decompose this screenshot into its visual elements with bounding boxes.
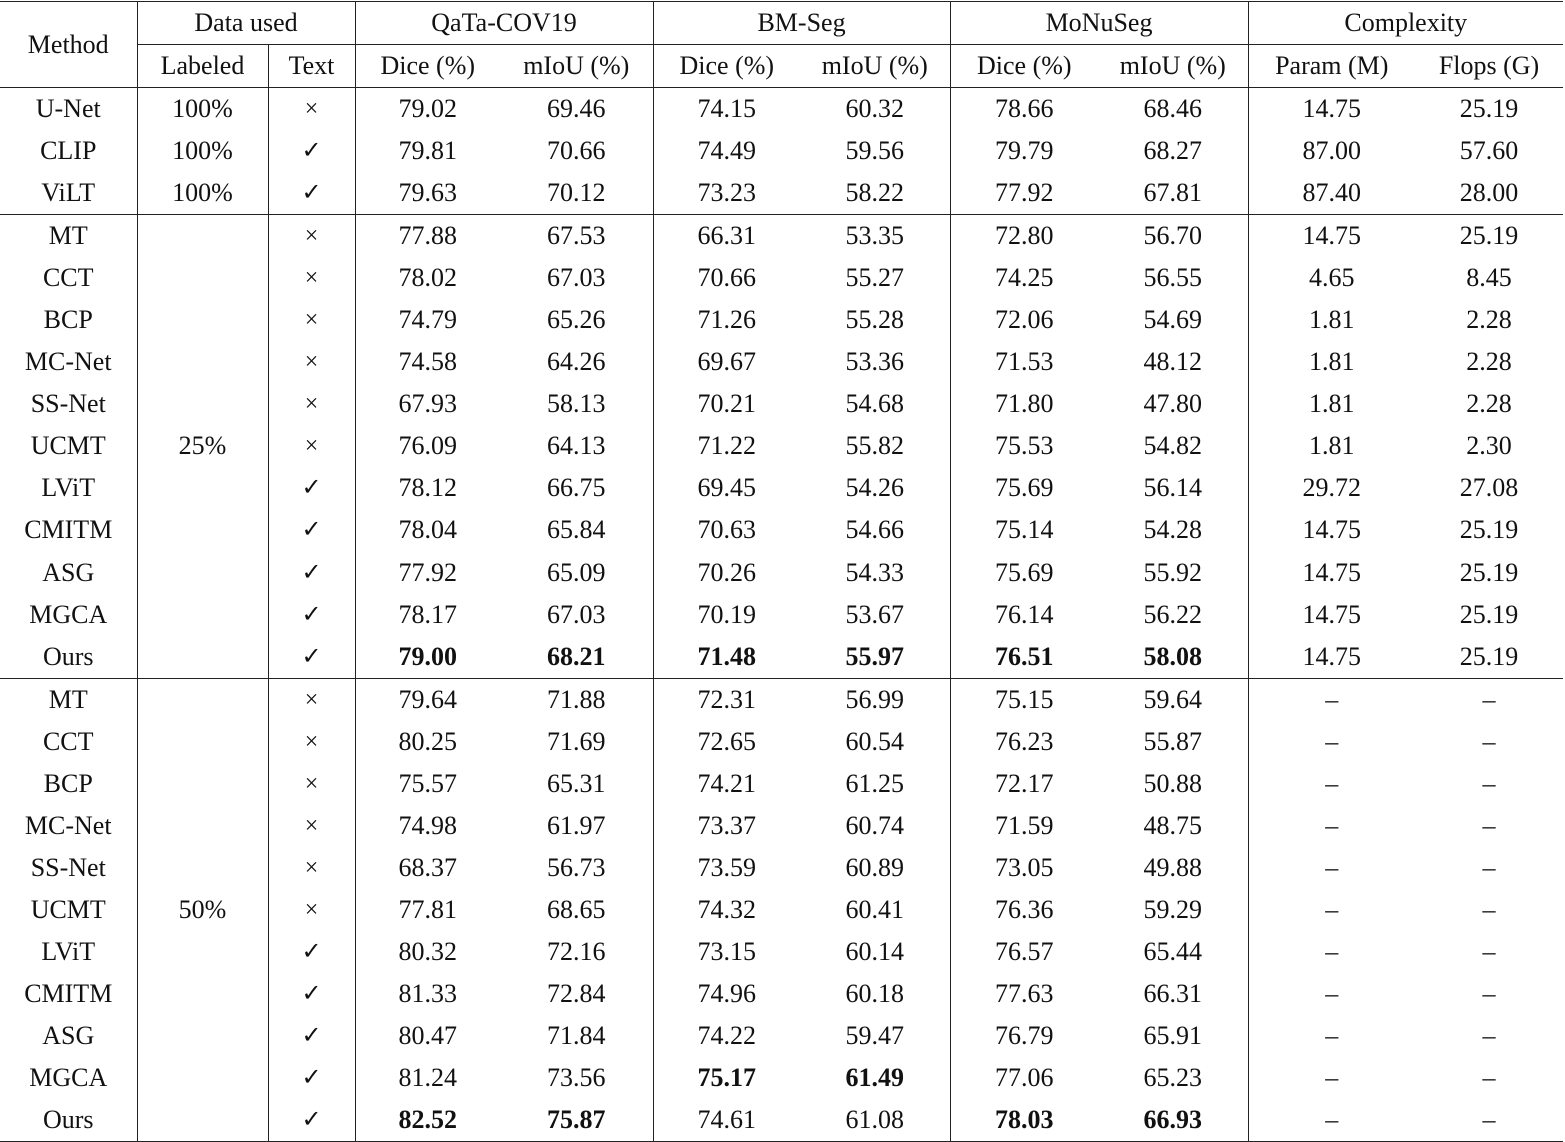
cell-qata-miou: 66.75	[547, 473, 606, 503]
table-body	[0, 88, 1563, 1142]
cell-bmseg-dice: 71.22	[653, 425, 800, 467]
cell-bmseg-dice: 74.21	[653, 763, 800, 805]
cell-flops: –	[1415, 678, 1563, 721]
cell-qata-dice: 77.88	[355, 215, 500, 258]
cell-bmseg-miou: 53.35	[800, 215, 950, 258]
cell-param: –	[1248, 763, 1415, 805]
cell-qata-miou: 64.26	[547, 347, 606, 377]
cell-qata-dice: 75.57	[355, 763, 500, 805]
cell-monuseg-miou: 54.28	[1143, 515, 1203, 545]
cell-text: ✓	[268, 1099, 355, 1142]
cell-monuseg-dice: 72.06	[950, 299, 1098, 341]
cell-method: CCT	[42, 726, 94, 756]
cell-text: ✓	[268, 931, 355, 973]
cell-method: ASG	[42, 557, 95, 587]
cell-text: ✓	[268, 130, 355, 172]
cell-bmseg-dice-best: 71.48	[653, 636, 800, 679]
cell-text: ×	[268, 257, 355, 299]
table-row	[0, 678, 1563, 721]
cell-text: ×	[268, 847, 355, 889]
header-monuseg-miou: mIoU (%)	[1119, 51, 1226, 80]
cell-labeled: 100%	[137, 88, 268, 131]
cell-monuseg-dice: 76.57	[950, 931, 1098, 973]
cell-flops: 27.08	[1459, 473, 1519, 503]
cell-flops: –	[1482, 1105, 1496, 1135]
cell-monuseg-miou: 65.44	[1143, 936, 1203, 966]
cell-bmseg-dice: 69.45	[653, 467, 800, 509]
cell-method: CLIP	[40, 136, 97, 166]
cell-qata-dice: 74.79	[355, 299, 500, 341]
cell-qata-miou: 68.65	[547, 894, 606, 924]
header-labeled: Labeled	[137, 45, 268, 88]
cell-flops: –	[1482, 979, 1496, 1008]
cell-param: 14.75	[1248, 636, 1415, 679]
cell-monuseg-miou: 54.82	[1143, 431, 1203, 461]
cell-param: 1.81	[1248, 299, 1415, 341]
cell-text: ✓	[268, 973, 355, 1015]
header-bmseg: BM-Seg	[653, 2, 950, 45]
cell-monuseg-dice: 76.23	[950, 721, 1098, 763]
cell-bmseg-dice-best: 75.17	[653, 1057, 800, 1099]
cell-labeled: 100%	[137, 172, 268, 215]
labeled-group-cell: 50%	[137, 678, 268, 1142]
cell-text: ×	[268, 805, 355, 847]
results-table	[0, 1, 1563, 1142]
cell-param: –	[1248, 805, 1415, 847]
cell-text: ✓	[268, 1015, 355, 1057]
cell-flops: 25.19	[1459, 557, 1519, 587]
cell-flops: 2.30	[1466, 431, 1512, 461]
cell-qata-dice: 79.02	[355, 88, 500, 131]
cell-method: SS-Net	[30, 389, 106, 419]
cell-bmseg-dice: 74.22	[653, 1015, 800, 1057]
cell-flops: –	[1482, 894, 1496, 924]
cell-flops: –	[1482, 810, 1496, 840]
cell-monuseg-dice: 71.59	[950, 805, 1098, 847]
cell-bmseg-dice: 72.31	[653, 678, 800, 721]
cell-qata-miou-best: 68.21	[547, 641, 606, 671]
cell-bmseg-miou: 60.18	[845, 979, 905, 1008]
cell-monuseg-dice: 76.14	[950, 594, 1098, 636]
cell-bmseg-dice: 70.63	[653, 509, 800, 551]
cell-param: 14.75	[1248, 594, 1415, 636]
cell-method: Ours	[42, 641, 94, 671]
cell-bmseg-miou-best: 61.49	[845, 1063, 905, 1093]
header-bmseg-miou: mIoU (%)	[821, 51, 928, 80]
cell-flops: –	[1482, 1021, 1496, 1051]
cell-text: ×	[268, 425, 355, 467]
cell-method: SS-Net	[30, 852, 106, 882]
cell-param: 4.65	[1248, 257, 1415, 299]
cell-bmseg-dice: 73.59	[653, 847, 800, 889]
cell-qata-dice: 80.32	[355, 931, 500, 973]
cell-qata-dice: 68.37	[355, 847, 500, 889]
cell-param: –	[1248, 678, 1415, 721]
cell-flops: –	[1482, 726, 1496, 756]
cell-method: BCP	[43, 768, 93, 798]
cell-monuseg-miou: 68.27	[1143, 136, 1203, 166]
cell-qata-miou: 72.16	[547, 936, 606, 966]
cell-qata-dice-best: 79.00	[355, 636, 500, 679]
cell-qata-miou: 56.73	[547, 852, 606, 882]
cell-method: MT	[0, 215, 137, 258]
cell-qata-dice: 80.25	[355, 721, 500, 763]
header-data-used: Data used	[137, 2, 355, 45]
cell-monuseg-miou: 56.55	[1143, 263, 1203, 293]
cell-method: LViT	[41, 473, 96, 503]
cell-qata-miou: 64.13	[547, 431, 606, 461]
cell-qata-miou: 67.53	[500, 215, 653, 258]
cell-qata-dice: 78.12	[355, 467, 500, 509]
cell-text: ✓	[268, 594, 355, 636]
cell-monuseg-miou: 59.64	[1098, 678, 1248, 721]
cell-param: 1.81	[1248, 425, 1415, 467]
cell-bmseg-dice: 73.37	[653, 805, 800, 847]
cell-qata-dice: 74.58	[355, 341, 500, 383]
cell-monuseg-miou: 65.91	[1143, 1021, 1203, 1051]
cell-monuseg-dice: 78.66	[950, 88, 1098, 131]
cell-qata-miou: 65.26	[547, 305, 606, 335]
cell-monuseg-miou-best: 58.08	[1143, 641, 1203, 671]
cell-bmseg-miou: 60.32	[845, 94, 905, 124]
cell-qata-dice: 81.33	[355, 973, 500, 1015]
cell-monuseg-dice: 72.17	[950, 763, 1098, 805]
cell-monuseg-dice: 79.79	[950, 130, 1098, 172]
cell-method: LViT	[41, 936, 96, 966]
cell-qata-dice: 79.81	[355, 130, 500, 172]
cell-param: 14.75	[1248, 215, 1415, 258]
cell-qata-dice: 80.47	[355, 1015, 500, 1057]
cell-bmseg-miou: 58.22	[845, 178, 905, 208]
table-row	[0, 172, 1563, 215]
cell-method: MT	[0, 678, 137, 721]
cell-qata-miou: 71.84	[547, 1021, 606, 1051]
cell-monuseg-miou: 54.69	[1143, 305, 1203, 335]
cell-qata-miou: 71.69	[547, 726, 606, 756]
cell-bmseg-dice: 74.15	[653, 88, 800, 131]
cell-param: –	[1248, 721, 1415, 763]
cell-monuseg-dice: 73.05	[950, 847, 1098, 889]
cell-monuseg-dice: 77.92	[950, 172, 1098, 215]
cell-qata-miou: 65.84	[547, 515, 606, 545]
cell-method: UCMT	[30, 894, 106, 924]
cell-flops: 2.28	[1466, 347, 1512, 377]
cell-monuseg-dice: 75.14	[950, 509, 1098, 551]
cell-bmseg-miou: 54.33	[845, 557, 905, 587]
cell-method: Ours	[42, 1105, 94, 1135]
cell-bmseg-miou: 59.56	[845, 136, 905, 166]
cell-qata-dice: 76.09	[355, 425, 500, 467]
cell-monuseg-miou: 66.31	[1143, 979, 1203, 1008]
cell-text: ×	[268, 678, 355, 721]
header-monuseg: MoNuSeg	[950, 2, 1248, 45]
cell-monuseg-dice: 76.36	[950, 889, 1098, 931]
cell-monuseg-miou: 65.23	[1143, 1063, 1203, 1093]
cell-bmseg-miou: 54.68	[845, 389, 905, 419]
cell-bmseg-miou: 60.41	[845, 894, 905, 924]
cell-method: ASG	[42, 1021, 95, 1051]
header-qata-miou: mIoU (%)	[523, 51, 630, 80]
cell-bmseg-miou: 53.36	[845, 347, 905, 377]
cell-param: 87.40	[1248, 172, 1415, 215]
cell-flops: –	[1482, 936, 1496, 966]
cell-qata-dice: 78.02	[355, 257, 500, 299]
cell-param: –	[1248, 973, 1415, 1015]
cell-param: 14.75	[1248, 509, 1415, 551]
cell-text: ×	[268, 215, 355, 258]
cell-monuseg-miou: 59.29	[1143, 894, 1203, 924]
header-flops: Flops (G)	[1438, 51, 1540, 80]
cell-qata-miou: 65.31	[547, 768, 606, 798]
cell-bmseg-dice: 74.49	[653, 130, 800, 172]
cell-method: CCT	[42, 263, 94, 293]
cell-param: –	[1248, 889, 1415, 931]
cell-text: ✓	[268, 509, 355, 551]
cell-param: 1.81	[1248, 383, 1415, 425]
cell-bmseg-miou: 61.08	[845, 1105, 905, 1135]
cell-flops: 57.60	[1459, 136, 1519, 166]
cell-bmseg-dice: 72.65	[653, 721, 800, 763]
cell-text: ✓	[268, 1057, 355, 1099]
cell-bmseg-miou: 55.28	[845, 305, 905, 335]
cell-monuseg-miou: 56.22	[1143, 599, 1203, 629]
cell-text: ✓	[268, 636, 355, 679]
cell-bmseg-miou: 55.27	[845, 263, 905, 293]
cell-text: ×	[268, 299, 355, 341]
cell-qata-dice: 79.63	[355, 172, 500, 215]
cell-bmseg-dice: 73.23	[653, 172, 800, 215]
cell-qata-dice: 77.92	[355, 552, 500, 594]
cell-monuseg-dice: 71.53	[950, 341, 1098, 383]
cell-bmseg-miou: 59.47	[845, 1021, 905, 1051]
cell-param: –	[1248, 931, 1415, 973]
cell-flops: 2.28	[1466, 305, 1512, 335]
cell-bmseg-dice: 71.26	[653, 299, 800, 341]
cell-method: MGCA	[29, 599, 108, 629]
table-row	[0, 215, 1563, 258]
header-bmseg-dice: Dice (%)	[653, 45, 800, 88]
cell-bmseg-miou: 55.82	[845, 431, 905, 461]
cell-monuseg-dice: 74.25	[950, 257, 1098, 299]
cell-qata-miou: 69.46	[547, 94, 606, 124]
cell-qata-miou: 72.84	[547, 979, 606, 1008]
cell-method: MGCA	[29, 1063, 108, 1093]
cell-text: ×	[268, 763, 355, 805]
cell-monuseg-miou: 56.70	[1098, 215, 1248, 258]
cell-monuseg-dice: 75.69	[950, 467, 1098, 509]
cell-qata-dice: 78.04	[355, 509, 500, 551]
cell-labeled: 100%	[137, 130, 268, 172]
cell-qata-miou: 70.12	[547, 178, 606, 208]
cell-qata-dice: 78.17	[355, 594, 500, 636]
cell-text: ×	[268, 383, 355, 425]
cell-qata-miou: 70.66	[547, 136, 606, 166]
cell-text: ×	[268, 88, 355, 131]
cell-monuseg-dice: 77.63	[950, 973, 1098, 1015]
cell-bmseg-miou: 53.67	[845, 599, 905, 629]
cell-param: 87.00	[1248, 130, 1415, 172]
cell-flops: 25.19	[1459, 599, 1519, 629]
table-row	[0, 88, 1563, 131]
cell-method: UCMT	[30, 431, 106, 461]
cell-monuseg-dice: 75.15	[950, 678, 1098, 721]
cell-flops: 28.00	[1459, 178, 1519, 208]
cell-flops: 25.19	[1459, 94, 1519, 124]
cell-monuseg-dice: 72.80	[950, 215, 1098, 258]
cell-param: –	[1248, 1099, 1415, 1142]
cell-text: ✓	[268, 172, 355, 215]
cell-bmseg-dice: 66.31	[653, 215, 800, 258]
cell-qata-miou: 58.13	[547, 389, 606, 419]
cell-bmseg-miou: 54.26	[845, 473, 905, 503]
cell-method: CMITM	[24, 515, 113, 545]
cell-monuseg-miou: 67.81	[1143, 178, 1203, 208]
cell-monuseg-miou: 68.46	[1143, 94, 1203, 124]
cell-method: MC-Net	[24, 810, 112, 840]
cell-monuseg-dice-best: 78.03	[950, 1099, 1098, 1142]
cell-text: ×	[268, 341, 355, 383]
cell-monuseg-miou: 48.12	[1143, 347, 1203, 377]
cell-method: U-Net	[35, 94, 101, 124]
cell-bmseg-miou: 60.14	[845, 936, 905, 966]
cell-qata-dice-best: 82.52	[355, 1099, 500, 1142]
cell-qata-miou: 65.09	[547, 557, 606, 587]
cell-bmseg-dice: 70.19	[653, 594, 800, 636]
cell-monuseg-miou: 55.92	[1143, 557, 1203, 587]
cell-flops: 8.45	[1466, 263, 1512, 293]
cell-bmseg-dice: 74.96	[653, 973, 800, 1015]
cell-monuseg-dice: 77.06	[950, 1057, 1098, 1099]
cell-bmseg-dice: 69.67	[653, 341, 800, 383]
cell-monuseg-dice-best: 76.51	[950, 636, 1098, 679]
cell-qata-dice: 79.64	[355, 678, 500, 721]
cell-param: 29.72	[1248, 467, 1415, 509]
cell-param: –	[1248, 1015, 1415, 1057]
cell-qata-miou: 67.03	[547, 599, 606, 629]
table-row	[0, 130, 1563, 172]
cell-text: ✓	[268, 467, 355, 509]
cell-monuseg-dice: 75.69	[950, 552, 1098, 594]
header-param: Param (M)	[1248, 45, 1415, 88]
cell-method: MC-Net	[24, 347, 112, 377]
cell-bmseg-miou: 60.74	[845, 810, 905, 840]
cell-qata-dice: 74.98	[355, 805, 500, 847]
cell-monuseg-miou: 47.80	[1143, 389, 1203, 419]
cell-flops: 25.19	[1459, 641, 1519, 671]
cell-bmseg-dice: 73.15	[653, 931, 800, 973]
cell-bmseg-miou: 60.54	[845, 726, 905, 756]
cell-monuseg-miou: 56.14	[1143, 473, 1203, 503]
cell-flops: –	[1482, 852, 1496, 882]
cell-bmseg-dice: 70.21	[653, 383, 800, 425]
cell-flops: 2.28	[1466, 389, 1512, 419]
labeled-group-cell: 25%	[137, 215, 268, 679]
cell-bmseg-dice: 74.32	[653, 889, 800, 931]
cell-monuseg-dice: 71.80	[950, 383, 1098, 425]
cell-bmseg-dice: 70.66	[653, 257, 800, 299]
cell-monuseg-miou: 50.88	[1143, 768, 1203, 798]
cell-bmseg-miou-best: 55.97	[845, 641, 905, 671]
cell-monuseg-dice: 76.79	[950, 1015, 1098, 1057]
cell-flops: 25.19	[1415, 215, 1563, 258]
header-method: Method	[0, 2, 137, 88]
cell-qata-dice: 81.24	[355, 1057, 500, 1099]
cell-qata-miou: 67.03	[547, 263, 606, 293]
header-qata-dice: Dice (%)	[355, 45, 500, 88]
cell-qata-dice: 67.93	[355, 383, 500, 425]
cell-monuseg-dice: 75.53	[950, 425, 1098, 467]
cell-monuseg-miou: 55.87	[1143, 726, 1203, 756]
cell-param: 14.75	[1248, 552, 1415, 594]
header-complexity: Complexity	[1248, 2, 1563, 45]
cell-method: BCP	[43, 305, 93, 335]
cell-qata-dice: 77.81	[355, 889, 500, 931]
header-qata: QaTa-COV19	[355, 2, 653, 45]
cell-param: –	[1248, 847, 1415, 889]
cell-text: ×	[268, 889, 355, 931]
cell-flops: –	[1482, 1063, 1496, 1093]
cell-qata-miou-best: 75.87	[547, 1105, 606, 1135]
cell-bmseg-dice: 70.26	[653, 552, 800, 594]
cell-param: –	[1248, 1057, 1415, 1099]
cell-param: 1.81	[1248, 341, 1415, 383]
cell-monuseg-miou: 48.75	[1143, 810, 1203, 840]
cell-param: 14.75	[1248, 88, 1415, 131]
header-text: Text	[268, 45, 355, 88]
cell-flops: –	[1482, 768, 1496, 798]
cell-bmseg-miou: 61.25	[845, 768, 905, 798]
cell-monuseg-miou: 49.88	[1143, 852, 1203, 882]
cell-method: ViLT	[41, 178, 96, 208]
cell-qata-miou: 61.97	[547, 810, 606, 840]
cell-bmseg-miou: 60.89	[845, 852, 905, 882]
cell-text: ✓	[268, 552, 355, 594]
cell-qata-miou: 71.88	[500, 678, 653, 721]
cell-bmseg-dice: 74.61	[653, 1099, 800, 1142]
cell-flops: 25.19	[1459, 515, 1519, 545]
cell-bmseg-miou: 54.66	[845, 515, 905, 545]
cell-text: ×	[268, 721, 355, 763]
cell-bmseg-miou: 56.99	[800, 678, 950, 721]
header-monuseg-dice: Dice (%)	[950, 45, 1098, 88]
cell-monuseg-miou-best: 66.93	[1143, 1105, 1203, 1135]
cell-method: CMITM	[24, 979, 113, 1008]
cell-qata-miou: 73.56	[547, 1063, 606, 1093]
